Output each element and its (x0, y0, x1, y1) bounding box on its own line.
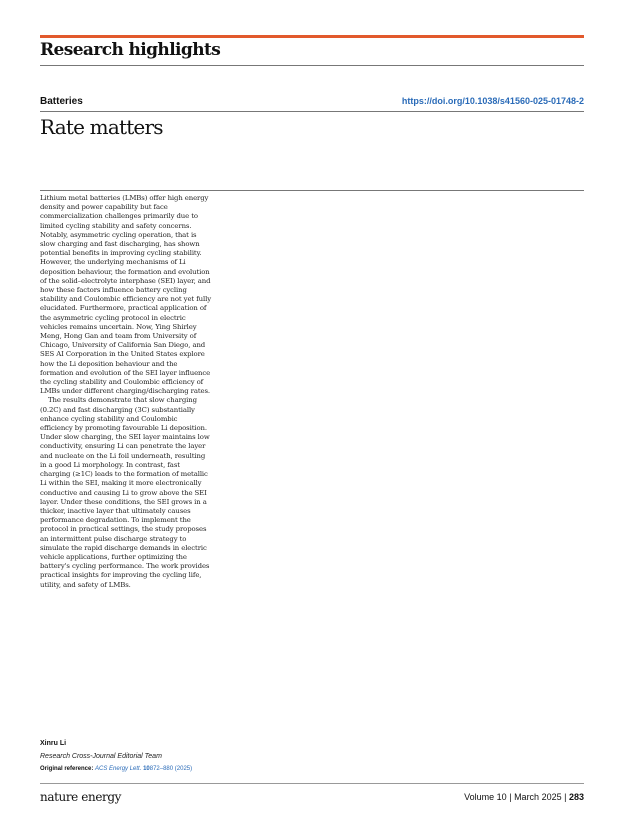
separator: | (564, 792, 567, 802)
article-body (40, 194, 212, 590)
author-affiliation: Research Cross-Journal Editorial Team (40, 753, 162, 760)
reference-label: Original reference: (40, 766, 94, 772)
category-label: Batteries (40, 96, 83, 107)
divider (40, 783, 584, 784)
reference-pages: 872–880 (2025) (149, 766, 193, 772)
article-title: Rate matters (40, 115, 163, 139)
reference-journal-link[interactable]: ACS Energy Lett. (95, 766, 142, 772)
top-accent-bar (40, 35, 584, 38)
page-number: 283 (568, 792, 584, 802)
doi-link[interactable]: https://doi.org/10.1038/s41560-025-01748-2 (401, 96, 584, 106)
paragraph-1: Lithium metal batteries (LMBs) offer high energy density and power capability but face commercialization challenges primarily due to limited cycling stability and safety concerns. Notably, asymmetric cycling operation, that is slow charging and fast discharging, has shown potential benefits in improving cycling stability. However, the underlying mechanisms of Li deposition behaviour, the formation and evolution of the solid–electrolyte interphase (SEI) layer, and how these factors influence battery cycling stability and Coulombic efficiency are not yet fully elucidated. Furthermore, practical application of the asymmetric cycling protocol in electric vehicles remains uncertain. Now, Ying Shirley Meng, Hong Gan and team from University of Chicago, University of California San Diego, and SES AI Corporation in the United States explore how the Li deposition behaviour and the formation and evolution of the SEI layer influence the cycling stability and Coulombic efficiency of LMBs under different charging/discharging rates. (40, 194, 211, 396)
divider (40, 65, 584, 66)
journal-logo: nature energy (40, 790, 122, 804)
issue-info (464, 792, 584, 802)
volume-label: Volume 10 (464, 792, 507, 802)
original-reference (40, 766, 192, 772)
divider (40, 190, 584, 191)
author-name: Xinru Li (40, 740, 67, 747)
separator: | (509, 792, 512, 802)
reference-volume: 10 (143, 766, 150, 772)
paragraph-2: The results demonstrate that slow charging (0.2C) and fast discharging (3C) substantially enhance cycling stability and Coulombic efficiency by promoting favourable Li deposition. Under slow charging, the SEI layer maintains low conductivity, ensuring Li can penetrate the layer and nucleate on the Li foil underneath, resulting in a good Li morphology. In contrast, fast charging (≥1C) leads to the formation of metallic Li within the SEI, making it more electronically conductive and causing Li to grow above the SEI layer. Under these conditions, the SEI grows in a thicker, inactive layer that ultimately causes performance degradation. To implement the protocol in practical settings, the study proposes an intermittent pulse discharge strategy to simulate the rapid discharge demands in electric vehicle applications, further optimizing the battery's cycling performance. The work provides practical insights for improving the cycling life, utility, and safety of LMBs. (40, 396, 210, 589)
divider (40, 111, 584, 112)
issue-date: March 2025 (514, 792, 562, 802)
section-title: Research highlights (40, 40, 221, 60)
